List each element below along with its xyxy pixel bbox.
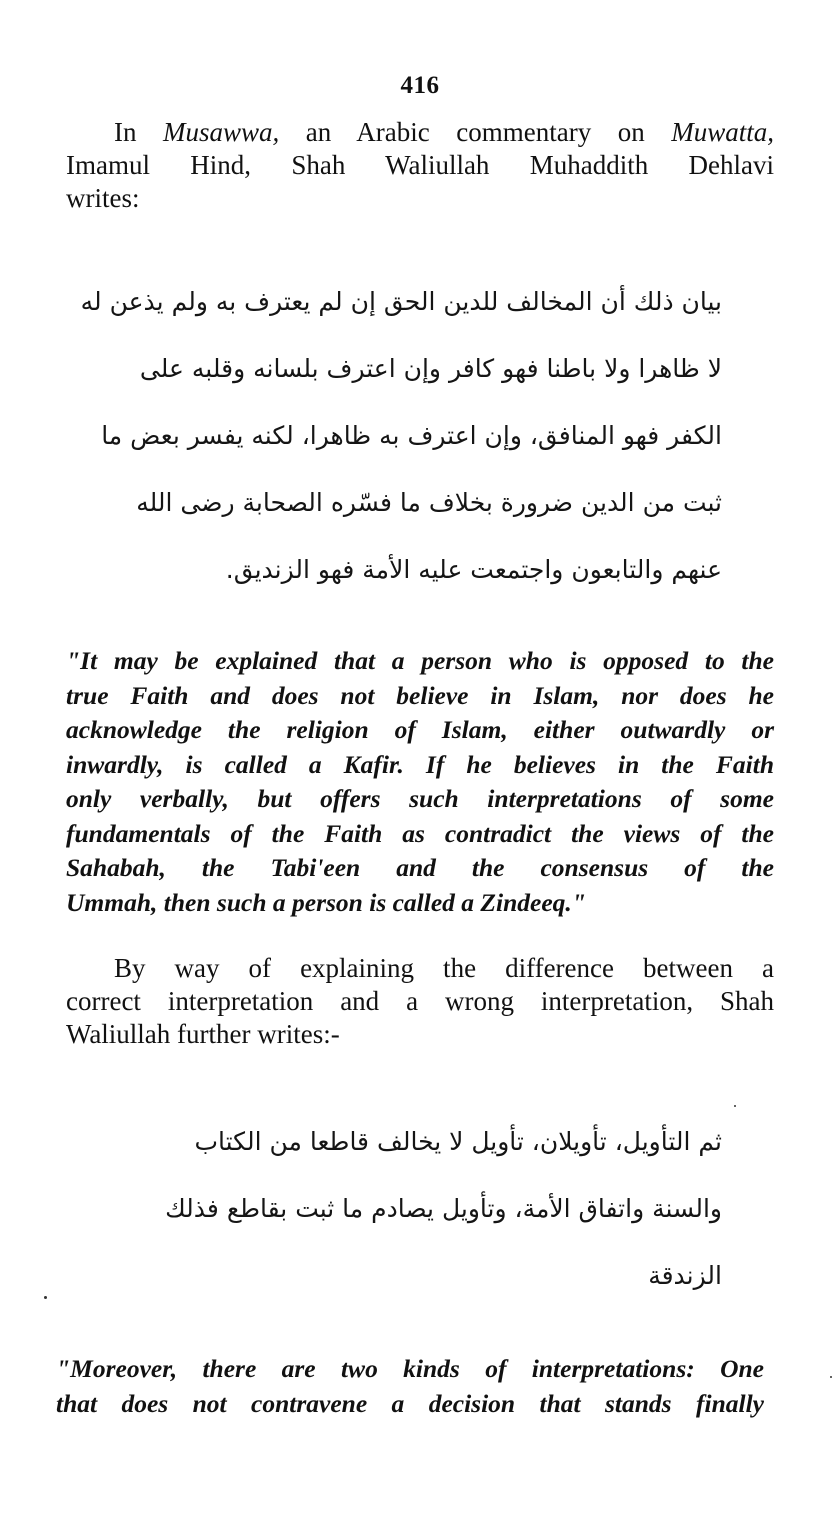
- intro-text: an Arabic commentary on: [279, 117, 672, 147]
- book-title-musawwa: Musawwa,: [163, 117, 280, 147]
- body-line: Waliullah further writes:-: [66, 1019, 340, 1049]
- translation-line: only verbally, but offers such interpretations of some: [66, 784, 774, 813]
- intro-text: In: [114, 117, 163, 147]
- intro-line-1: [66, 116, 774, 149]
- arabic-line: ثم التأويل، تأويلان، تأويل لا يخالف قاطعا من الكتاب: [194, 1127, 722, 1156]
- translation-line: "Moreover, there are two kinds of interpretations: One: [56, 1354, 764, 1383]
- body-paragraph-2: [66, 952, 774, 1051]
- page-number: 416: [400, 72, 440, 99]
- arabic-line: لا ظاهرا ولا باطنا فهو كافر وإن اعترف بلسانه وقلبه على: [139, 354, 722, 383]
- scan-speck: [44, 1296, 47, 1299]
- arabic-quote-1: [82, 268, 722, 603]
- translation-line: acknowledge the religion of Islam, either outwardly or: [66, 715, 774, 744]
- intro-paragraph: [66, 116, 774, 215]
- translation-line: Ummah, then such a person is called a Zindeeq.": [66, 887, 586, 917]
- arabic-line: بيان ذلك أن المخالف للدين الحق إن لم يعترف به ولم يذعن له: [80, 287, 722, 316]
- body-line: By way of explaining the difference between a: [114, 953, 774, 983]
- translation-quote-2: [56, 1352, 764, 1421]
- translation-line: fundamentals of the Faith as contradict the views of the: [66, 818, 774, 848]
- intro-line-3: writes:: [66, 183, 140, 213]
- translation-line: Sahabah, the Tabi'een and the consensus of the: [66, 853, 774, 882]
- translation-line: true Faith and does not believe in Islam, nor does he: [66, 680, 774, 710]
- body-line: correct interpretation and a wrong interpretation, Shah: [66, 986, 774, 1016]
- arabic-line: عنهم والتابعون واجتمعت عليه الأمة فهو الزنديق.: [225, 555, 722, 584]
- scan-speck: [830, 1376, 832, 1378]
- intro-line-2: Imamul Hind, Shah Waliullah Muhaddith Dehlavi: [66, 150, 774, 180]
- book-title-muwatta: Muwatta,: [671, 117, 774, 147]
- arabic-line: الكفر فهو المنافق، وإن اعترف به ظاهرا، لكنه يفسر بعض ما: [101, 421, 722, 450]
- arabic-line: ثبت من الدين ضرورة بخلاف ما فسّره الصحابة رضى الله: [136, 488, 722, 517]
- scan-speck: [734, 1105, 736, 1107]
- translation-line: "It may be explained that a person who is opposed to the: [66, 646, 774, 675]
- arabic-quote-2: [82, 1108, 722, 1309]
- translation-line: inwardly, is called a Kafir. If he believes in the Faith: [66, 749, 774, 779]
- translation-line: that does not contravene a decision that stands finally: [56, 1388, 764, 1418]
- translation-quote-1: [66, 644, 774, 920]
- arabic-line: والسنة واتفاق الأمة، وتأويل يصادم ما ثبت بقاطع فذلك: [165, 1194, 722, 1223]
- arabic-line: الزندقة: [648, 1261, 722, 1290]
